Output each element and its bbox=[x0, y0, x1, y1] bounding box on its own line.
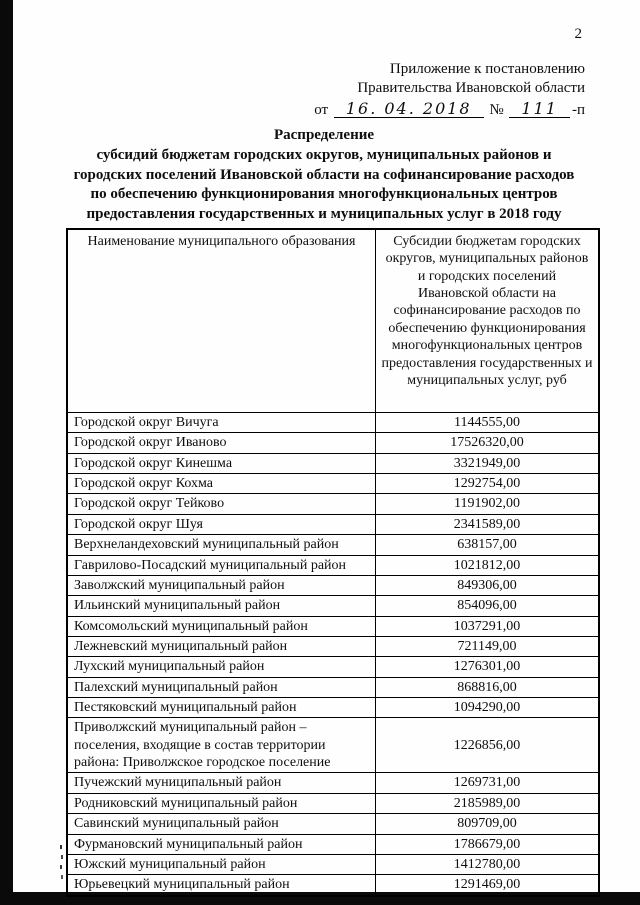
subsidy-amount: 17526320,00 bbox=[376, 433, 600, 453]
table-row bbox=[67, 616, 599, 636]
table-row bbox=[67, 773, 599, 793]
table-header bbox=[67, 229, 599, 413]
table-row bbox=[67, 636, 599, 656]
municipality-name: Комсомольский муниципальный район bbox=[67, 616, 376, 636]
handwritten-date: 16. 04. 2018 bbox=[334, 101, 484, 119]
table-row bbox=[67, 413, 599, 433]
subsidy-amount: 721149,00 bbox=[376, 636, 600, 656]
table-row bbox=[67, 433, 599, 453]
table-row bbox=[67, 555, 599, 575]
subsidy-amount: 1276301,00 bbox=[376, 657, 600, 677]
table-row bbox=[67, 494, 599, 514]
title-line-rest: субсидий бюджетам городских округов, муниципальных районов и городских поселений Ивановской области на софинансирование расходов по обеспечению функционирования многофункциональных центров предоставления государственных и муниципальных услуг в 2018 году bbox=[73, 146, 575, 223]
subsidy-amount: 3321949,00 bbox=[376, 453, 600, 473]
subsidy-amount: 849306,00 bbox=[376, 575, 600, 595]
subsidy-amount: 868816,00 bbox=[376, 677, 600, 697]
municipality-name: Приволжский муниципальный район – поселения, входящие в состав территории района: Приволжское городское поселение bbox=[67, 718, 376, 773]
header-line-1: Приложение к постановлению bbox=[389, 61, 585, 77]
subsidy-amount: 1786679,00 bbox=[376, 834, 600, 854]
subsidy-table bbox=[66, 228, 600, 897]
municipality-name: Городской округ Кохма bbox=[67, 474, 376, 494]
municipality-name: Родниковский муниципальный район bbox=[67, 793, 376, 813]
subsidy-amount: 854096,00 bbox=[376, 596, 600, 616]
subsidy-amount: 1226856,00 bbox=[376, 718, 600, 773]
scan-noise bbox=[60, 845, 62, 849]
subsidy-amount: 1412780,00 bbox=[376, 854, 600, 874]
subsidy-amount: 1291469,00 bbox=[376, 875, 600, 896]
table-row bbox=[67, 718, 599, 773]
table-header-row bbox=[67, 229, 599, 413]
col-header-municipality: Наименование муниципального образования bbox=[67, 229, 376, 413]
subsidy-amount: 2341589,00 bbox=[376, 514, 600, 534]
municipality-name: Пучежский муниципальный район bbox=[67, 773, 376, 793]
header-date-line bbox=[314, 98, 585, 120]
number-label: № bbox=[489, 101, 504, 118]
table-row bbox=[67, 814, 599, 834]
table-row bbox=[67, 677, 599, 697]
table-row bbox=[67, 793, 599, 813]
subsidy-amount: 638157,00 bbox=[376, 535, 600, 555]
subsidy-amount: 1292754,00 bbox=[376, 474, 600, 494]
document-header bbox=[314, 60, 585, 119]
subsidy-amount: 809709,00 bbox=[376, 814, 600, 834]
number-suffix: -п bbox=[571, 101, 585, 118]
table-row bbox=[67, 514, 599, 534]
municipality-name: Городской округ Тейково bbox=[67, 494, 376, 514]
table-row bbox=[67, 575, 599, 595]
title-line-1: Распределение bbox=[273, 127, 375, 143]
municipality-name: Юрьевецкий муниципальный район bbox=[67, 875, 376, 896]
municipality-name: Лухский муниципальный район bbox=[67, 657, 376, 677]
municipality-name: Верхнеландеховский муниципальный район bbox=[67, 535, 376, 555]
municipality-name: Городской округ Иваново bbox=[67, 433, 376, 453]
subsidy-amount: 2185989,00 bbox=[376, 793, 600, 813]
subsidy-amount: 1094290,00 bbox=[376, 698, 600, 718]
table-row bbox=[67, 474, 599, 494]
table-row bbox=[67, 453, 599, 473]
municipality-name: Ильинский муниципальный район bbox=[67, 596, 376, 616]
document-title bbox=[68, 126, 580, 225]
municipality-name: Фурмановский муниципальный район bbox=[67, 834, 376, 854]
municipality-name: Пестяковский муниципальный район bbox=[67, 698, 376, 718]
subsidy-amount: 1269731,00 bbox=[376, 773, 600, 793]
table-row bbox=[67, 596, 599, 616]
subsidy-amount: 1037291,00 bbox=[376, 616, 600, 636]
scan-artifact-left-edge bbox=[0, 0, 13, 905]
municipality-name: Городской округ Шуя bbox=[67, 514, 376, 534]
municipality-name: Южский муниципальный район bbox=[67, 854, 376, 874]
table-row bbox=[67, 657, 599, 677]
municipality-name: Заволжский муниципальный район bbox=[67, 575, 376, 595]
page-number: 2 bbox=[574, 26, 582, 42]
subsidy-amount: 1144555,00 bbox=[376, 413, 600, 433]
col-header-subsidy: Субсидии бюджетам городских округов, муниципальных районов и городских поселений Ивановской области на софинансирование расходов по обеспечению функционирования многофункциональных центров предоставления государственных и муниципальных услуг, руб bbox=[376, 229, 600, 413]
table-row bbox=[67, 698, 599, 718]
table-row bbox=[67, 854, 599, 874]
municipality-name: Городской округ Вичуга bbox=[67, 413, 376, 433]
municipality-name: Городской округ Кинешма bbox=[67, 453, 376, 473]
subsidy-amount: 1021812,00 bbox=[376, 555, 600, 575]
from-label: от bbox=[314, 101, 329, 118]
table-row bbox=[67, 834, 599, 854]
table-body bbox=[67, 413, 599, 896]
subsidy-amount: 1191902,00 bbox=[376, 494, 600, 514]
municipality-name: Гаврилово-Посадский муниципальный район bbox=[67, 555, 376, 575]
municipality-name: Лежневский муниципальный район bbox=[67, 636, 376, 656]
municipality-name: Савинский муниципальный район bbox=[67, 814, 376, 834]
table-row bbox=[67, 875, 599, 896]
table-row bbox=[67, 535, 599, 555]
municipality-name: Палехский муниципальный район bbox=[67, 677, 376, 697]
header-line-2: Правительства Ивановской области bbox=[357, 79, 585, 96]
handwritten-number: 111 bbox=[509, 101, 570, 119]
